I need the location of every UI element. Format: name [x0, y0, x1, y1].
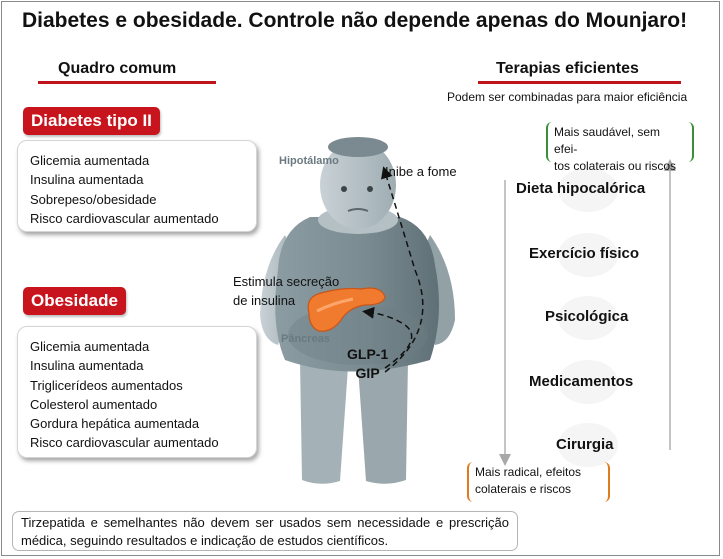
- stimulates-line-1: Estimula secreção: [233, 274, 340, 289]
- list-item: Sobrepeso/obesidade: [30, 191, 157, 207]
- therapy-psychological: Psicológica: [545, 308, 629, 325]
- arrow-to-hypothalamus: [385, 172, 423, 372]
- hormones-label: [347, 345, 388, 383]
- healthier-line-2: tos colaterais ou riscos: [554, 159, 677, 173]
- obesity-tag: Obesidade: [23, 287, 126, 315]
- list-item: Insulina aumentada: [30, 358, 144, 374]
- diabetes-tag: Diabetes tipo II: [23, 107, 160, 135]
- common-picture-underline: [38, 81, 216, 84]
- hypothalamus-label: Hipotálamo: [279, 155, 339, 167]
- therapies-heading: Terapias eficientes: [496, 60, 639, 77]
- therapies-subheading: Podem ser combinadas para maior eficiência: [447, 90, 688, 104]
- therapy-medication: Medicamentos: [529, 373, 634, 390]
- obesity-findings-card: [17, 326, 257, 458]
- list-item: Glicemia aumentada: [30, 153, 150, 168]
- diabetes-findings-card: [17, 140, 257, 232]
- therapy-diet: Dieta hipocalórica: [516, 180, 646, 197]
- therapy-surgery: Cirurgia: [556, 436, 614, 453]
- stimulates-insulin-label: [233, 272, 339, 310]
- list-item: Gordura hepática aumentada: [30, 416, 200, 432]
- pancreas-label: Pâncreas: [281, 333, 330, 345]
- list-item: Glicemia aumentada: [30, 339, 150, 354]
- common-picture-heading: Quadro comum: [58, 60, 177, 77]
- list-item: Triglicerídeos aumentados: [30, 377, 183, 393]
- radical-line-1: Mais radical, efeitos: [475, 465, 582, 479]
- list-item: Risco cardiovascular aumentado: [30, 210, 219, 226]
- radical-note: [467, 462, 610, 502]
- hormone-gip: GIP: [355, 365, 380, 381]
- healthier-note: [546, 122, 694, 173]
- page-title: Diabetes e obesidade. Controle não depende apenas do Mounjaro!: [22, 9, 688, 32]
- healthier-line-1: Mais saudável, sem efei-: [554, 125, 661, 156]
- list-item: Insulina aumentada: [30, 172, 144, 188]
- hormone-glp1: GLP-1: [347, 346, 389, 362]
- stimulates-line-2: de insulina: [233, 293, 296, 308]
- radical-line-2: colaterais e riscos: [475, 482, 572, 496]
- therapies-underline: [478, 81, 681, 84]
- inhibits-hunger-label: Inibe a fome: [385, 164, 457, 179]
- list-item: Risco cardiovascular aumentado: [30, 435, 219, 451]
- prescription-disclaimer: Tirzepatida e semelhantes não devem ser usados sem necessidade e prescrição médica, seguindo resultados e indicação de estudos científicos.: [12, 511, 518, 551]
- list-item: Colesterol aumentado: [30, 396, 158, 412]
- therapy-exercise: Exercício físico: [529, 245, 640, 262]
